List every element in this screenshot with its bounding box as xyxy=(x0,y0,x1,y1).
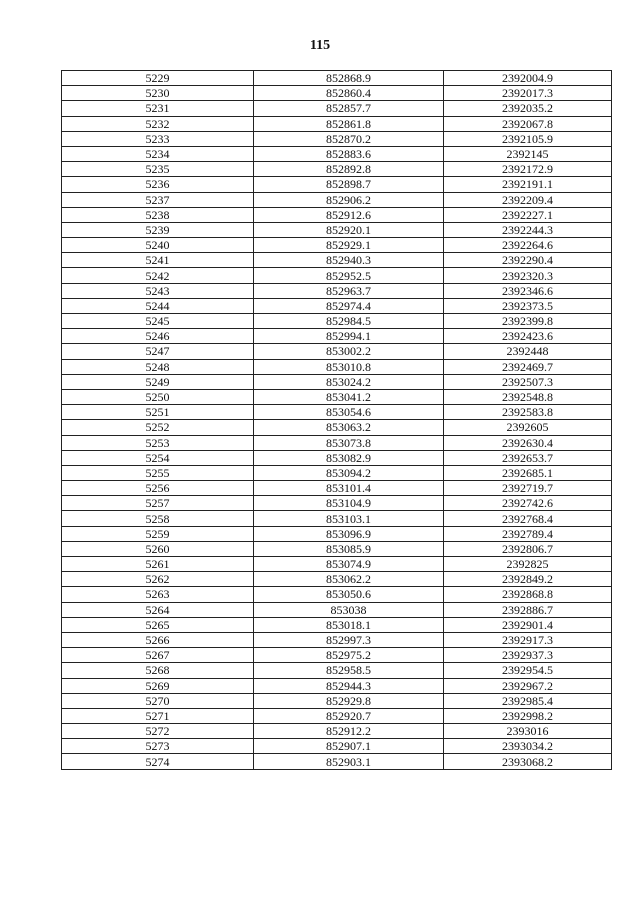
point-number-cell: 5274 xyxy=(62,754,254,769)
point-number-cell: 5270 xyxy=(62,693,254,708)
table-row xyxy=(62,496,612,511)
y-coordinate-cell: 2392004.9 xyxy=(444,71,612,86)
x-coordinate-cell: 852929.1 xyxy=(254,238,444,253)
y-coordinate-cell: 2392583.8 xyxy=(444,405,612,420)
x-coordinate-cell: 852944.3 xyxy=(254,678,444,693)
table-row xyxy=(62,405,612,420)
table-row xyxy=(62,420,612,435)
table-row xyxy=(62,754,612,769)
table-row xyxy=(62,116,612,131)
x-coordinate-cell: 853018.1 xyxy=(254,617,444,632)
point-number-cell: 5271 xyxy=(62,708,254,723)
point-number-cell: 5229 xyxy=(62,71,254,86)
point-number-cell: 5252 xyxy=(62,420,254,435)
x-coordinate-cell: 852912.6 xyxy=(254,207,444,222)
y-coordinate-cell: 2392264.6 xyxy=(444,238,612,253)
table-row xyxy=(62,708,612,723)
table-row xyxy=(62,329,612,344)
table-row xyxy=(62,572,612,587)
x-coordinate-cell: 853073.8 xyxy=(254,435,444,450)
y-coordinate-cell: 2392017.3 xyxy=(444,86,612,101)
coordinates-table-body xyxy=(62,71,612,770)
table-row xyxy=(62,724,612,739)
point-number-cell: 5256 xyxy=(62,481,254,496)
y-coordinate-cell: 2392789.4 xyxy=(444,526,612,541)
x-coordinate-cell: 853041.2 xyxy=(254,389,444,404)
y-coordinate-cell: 2392901.4 xyxy=(444,617,612,632)
table-row xyxy=(62,739,612,754)
x-coordinate-cell: 852940.3 xyxy=(254,253,444,268)
x-coordinate-cell: 852883.6 xyxy=(254,146,444,161)
table-row xyxy=(62,207,612,222)
table-row xyxy=(62,693,612,708)
x-coordinate-cell: 852860.4 xyxy=(254,86,444,101)
y-coordinate-cell: 2392448 xyxy=(444,344,612,359)
y-coordinate-cell: 2392653.7 xyxy=(444,450,612,465)
y-coordinate-cell: 2392320.3 xyxy=(444,268,612,283)
x-coordinate-cell: 853050.6 xyxy=(254,587,444,602)
x-coordinate-cell: 853101.4 xyxy=(254,481,444,496)
point-number-cell: 5268 xyxy=(62,663,254,678)
point-number-cell: 5231 xyxy=(62,101,254,116)
table-row xyxy=(62,253,612,268)
point-number-cell: 5267 xyxy=(62,648,254,663)
table-row xyxy=(62,511,612,526)
point-number-cell: 5249 xyxy=(62,374,254,389)
x-coordinate-cell: 852907.1 xyxy=(254,739,444,754)
y-coordinate-cell: 2392917.3 xyxy=(444,632,612,647)
y-coordinate-cell: 2392768.4 xyxy=(444,511,612,526)
point-number-cell: 5261 xyxy=(62,557,254,572)
y-coordinate-cell: 2392423.6 xyxy=(444,329,612,344)
x-coordinate-cell: 853054.6 xyxy=(254,405,444,420)
y-coordinate-cell: 2392373.5 xyxy=(444,298,612,313)
x-coordinate-cell: 853002.2 xyxy=(254,344,444,359)
table-row xyxy=(62,283,612,298)
point-number-cell: 5236 xyxy=(62,177,254,192)
y-coordinate-cell: 2392172.9 xyxy=(444,162,612,177)
table-row xyxy=(62,481,612,496)
y-coordinate-cell: 2392742.6 xyxy=(444,496,612,511)
x-coordinate-cell: 853103.1 xyxy=(254,511,444,526)
x-coordinate-cell: 852974.4 xyxy=(254,298,444,313)
point-number-cell: 5273 xyxy=(62,739,254,754)
x-coordinate-cell: 852975.2 xyxy=(254,648,444,663)
x-coordinate-cell: 853010.8 xyxy=(254,359,444,374)
point-number-cell: 5242 xyxy=(62,268,254,283)
point-number-cell: 5254 xyxy=(62,450,254,465)
point-number-cell: 5238 xyxy=(62,207,254,222)
table-row xyxy=(62,177,612,192)
point-number-cell: 5265 xyxy=(62,617,254,632)
table-row xyxy=(62,648,612,663)
point-number-cell: 5257 xyxy=(62,496,254,511)
point-number-cell: 5246 xyxy=(62,329,254,344)
table-row xyxy=(62,450,612,465)
point-number-cell: 5255 xyxy=(62,465,254,480)
x-coordinate-cell: 852898.7 xyxy=(254,177,444,192)
y-coordinate-cell: 2392209.4 xyxy=(444,192,612,207)
y-coordinate-cell: 2392998.2 xyxy=(444,708,612,723)
point-number-cell: 5240 xyxy=(62,238,254,253)
y-coordinate-cell: 2392145 xyxy=(444,146,612,161)
x-coordinate-cell: 852868.9 xyxy=(254,71,444,86)
x-coordinate-cell: 852963.7 xyxy=(254,283,444,298)
table-row xyxy=(62,146,612,161)
y-coordinate-cell: 2392719.7 xyxy=(444,481,612,496)
table-row xyxy=(62,602,612,617)
table-row xyxy=(62,587,612,602)
x-coordinate-cell: 853024.2 xyxy=(254,374,444,389)
x-coordinate-cell: 852929.8 xyxy=(254,693,444,708)
y-coordinate-cell: 2392605 xyxy=(444,420,612,435)
table-row xyxy=(62,541,612,556)
x-coordinate-cell: 853038 xyxy=(254,602,444,617)
x-coordinate-cell: 853062.2 xyxy=(254,572,444,587)
point-number-cell: 5269 xyxy=(62,678,254,693)
y-coordinate-cell: 2392507.3 xyxy=(444,374,612,389)
x-coordinate-cell: 853085.9 xyxy=(254,541,444,556)
table-row xyxy=(62,374,612,389)
point-number-cell: 5250 xyxy=(62,389,254,404)
table-row xyxy=(62,268,612,283)
y-coordinate-cell: 2392685.1 xyxy=(444,465,612,480)
point-number-cell: 5259 xyxy=(62,526,254,541)
table-row xyxy=(62,162,612,177)
table-row xyxy=(62,435,612,450)
point-number-cell: 5272 xyxy=(62,724,254,739)
y-coordinate-cell: 2392954.5 xyxy=(444,663,612,678)
y-coordinate-cell: 2392191.1 xyxy=(444,177,612,192)
table-row xyxy=(62,359,612,374)
point-number-cell: 5253 xyxy=(62,435,254,450)
x-coordinate-cell: 852920.7 xyxy=(254,708,444,723)
x-coordinate-cell: 853063.2 xyxy=(254,420,444,435)
y-coordinate-cell: 2392067.8 xyxy=(444,116,612,131)
x-coordinate-cell: 852903.1 xyxy=(254,754,444,769)
y-coordinate-cell: 2392548.8 xyxy=(444,389,612,404)
table-row xyxy=(62,238,612,253)
table-row xyxy=(62,557,612,572)
table-row xyxy=(62,389,612,404)
y-coordinate-cell: 2392868.8 xyxy=(444,587,612,602)
y-coordinate-cell: 2392849.2 xyxy=(444,572,612,587)
table-row xyxy=(62,192,612,207)
y-coordinate-cell: 2392985.4 xyxy=(444,693,612,708)
table-row xyxy=(62,663,612,678)
y-coordinate-cell: 2392825 xyxy=(444,557,612,572)
y-coordinate-cell: 2393016 xyxy=(444,724,612,739)
y-coordinate-cell: 2392806.7 xyxy=(444,541,612,556)
y-coordinate-cell: 2392399.8 xyxy=(444,314,612,329)
x-coordinate-cell: 852892.8 xyxy=(254,162,444,177)
table-row xyxy=(62,678,612,693)
x-coordinate-cell: 852906.2 xyxy=(254,192,444,207)
y-coordinate-cell: 2392469.7 xyxy=(444,359,612,374)
point-number-cell: 5245 xyxy=(62,314,254,329)
point-number-cell: 5262 xyxy=(62,572,254,587)
x-coordinate-cell: 853074.9 xyxy=(254,557,444,572)
table-row xyxy=(62,298,612,313)
x-coordinate-cell: 852994.1 xyxy=(254,329,444,344)
x-coordinate-cell: 852861.8 xyxy=(254,116,444,131)
table-row xyxy=(62,465,612,480)
y-coordinate-cell: 2392244.3 xyxy=(444,222,612,237)
y-coordinate-cell: 2392937.3 xyxy=(444,648,612,663)
x-coordinate-cell: 852952.5 xyxy=(254,268,444,283)
table-row xyxy=(62,314,612,329)
table-row xyxy=(62,131,612,146)
y-coordinate-cell: 2392290.4 xyxy=(444,253,612,268)
point-number-cell: 5264 xyxy=(62,602,254,617)
y-coordinate-cell: 2392886.7 xyxy=(444,602,612,617)
x-coordinate-cell: 853096.9 xyxy=(254,526,444,541)
point-number-cell: 5237 xyxy=(62,192,254,207)
table-row xyxy=(62,617,612,632)
point-number-cell: 5248 xyxy=(62,359,254,374)
point-number-cell: 5239 xyxy=(62,222,254,237)
x-coordinate-cell: 852912.2 xyxy=(254,724,444,739)
y-coordinate-cell: 2392105.9 xyxy=(444,131,612,146)
point-number-cell: 5243 xyxy=(62,283,254,298)
table-row xyxy=(62,86,612,101)
x-coordinate-cell: 852857.7 xyxy=(254,101,444,116)
point-number-cell: 5234 xyxy=(62,146,254,161)
x-coordinate-cell: 852870.2 xyxy=(254,131,444,146)
table-row xyxy=(62,526,612,541)
point-number-cell: 5258 xyxy=(62,511,254,526)
point-number-cell: 5251 xyxy=(62,405,254,420)
x-coordinate-cell: 852958.5 xyxy=(254,663,444,678)
point-number-cell: 5235 xyxy=(62,162,254,177)
coordinates-table xyxy=(61,70,612,770)
table-row xyxy=(62,632,612,647)
x-coordinate-cell: 853094.2 xyxy=(254,465,444,480)
point-number-cell: 5233 xyxy=(62,131,254,146)
point-number-cell: 5244 xyxy=(62,298,254,313)
table-row xyxy=(62,222,612,237)
point-number-cell: 5247 xyxy=(62,344,254,359)
x-coordinate-cell: 852920.1 xyxy=(254,222,444,237)
table-row xyxy=(62,101,612,116)
y-coordinate-cell: 2393034.2 xyxy=(444,739,612,754)
point-number-cell: 5266 xyxy=(62,632,254,647)
x-coordinate-cell: 852984.5 xyxy=(254,314,444,329)
point-number-cell: 5241 xyxy=(62,253,254,268)
y-coordinate-cell: 2393068.2 xyxy=(444,754,612,769)
y-coordinate-cell: 2392227.1 xyxy=(444,207,612,222)
point-number-cell: 5263 xyxy=(62,587,254,602)
table-row xyxy=(62,71,612,86)
x-coordinate-cell: 853082.9 xyxy=(254,450,444,465)
x-coordinate-cell: 852997.3 xyxy=(254,632,444,647)
y-coordinate-cell: 2392346.6 xyxy=(444,283,612,298)
point-number-cell: 5230 xyxy=(62,86,254,101)
x-coordinate-cell: 853104.9 xyxy=(254,496,444,511)
point-number-cell: 5260 xyxy=(62,541,254,556)
y-coordinate-cell: 2392630.4 xyxy=(444,435,612,450)
page-number: 115 xyxy=(309,38,331,53)
y-coordinate-cell: 2392967.2 xyxy=(444,678,612,693)
y-coordinate-cell: 2392035.2 xyxy=(444,101,612,116)
point-number-cell: 5232 xyxy=(62,116,254,131)
table-row xyxy=(62,344,612,359)
